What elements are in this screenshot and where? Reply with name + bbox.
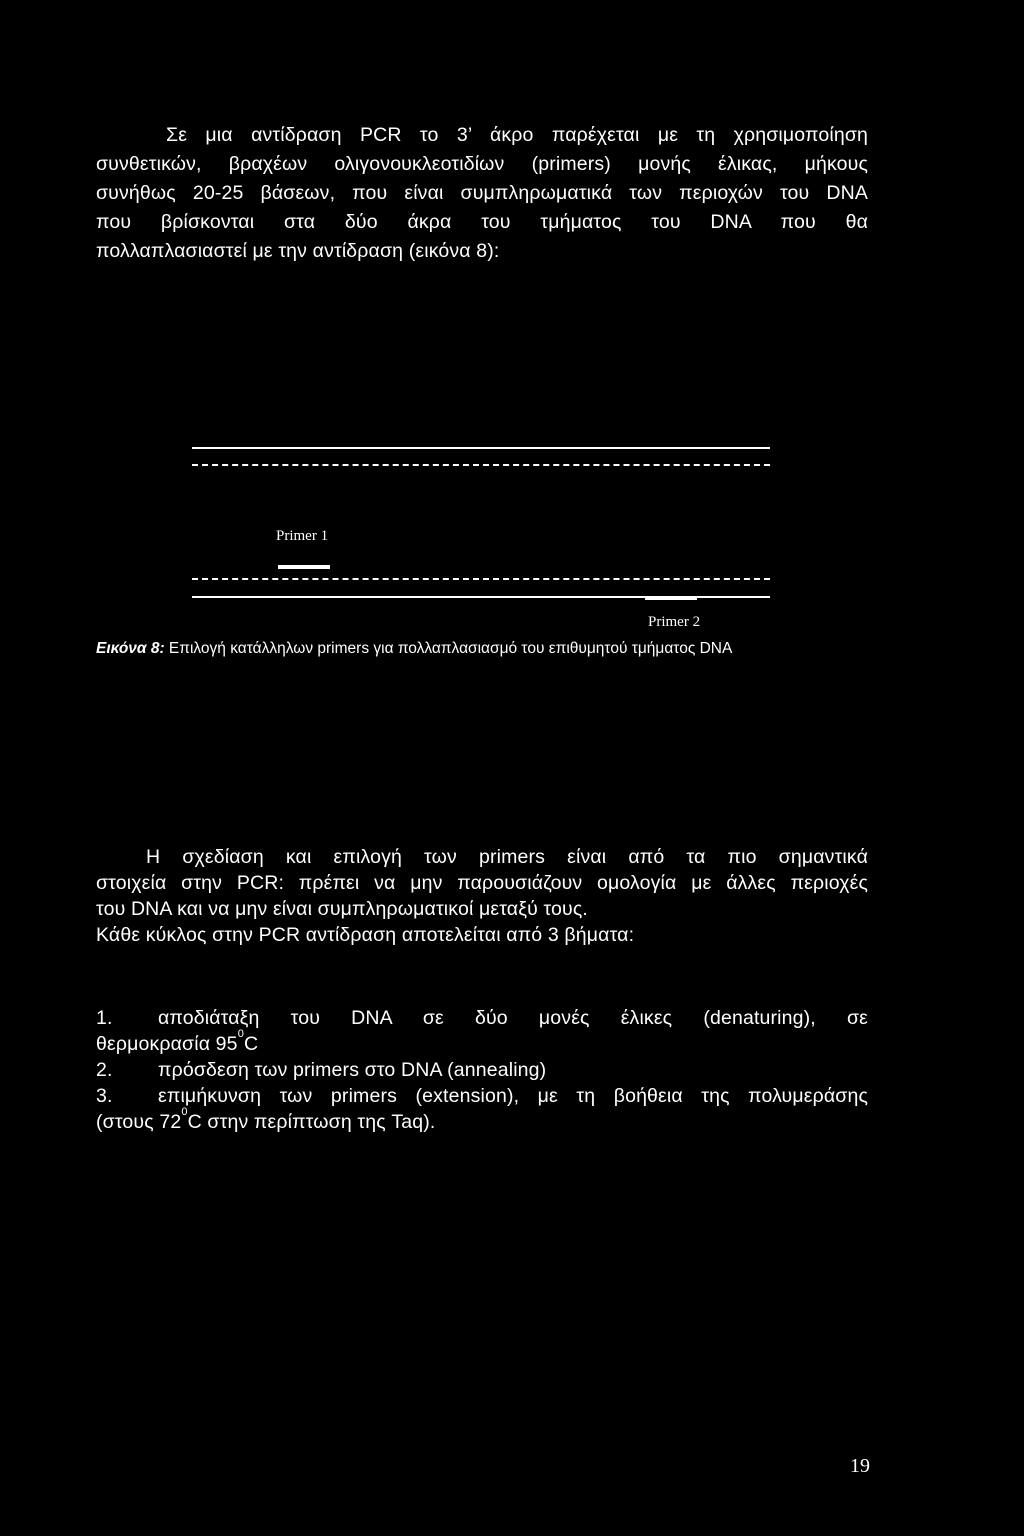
step-line [96,1057,868,1083]
dna-top-strand-complement [192,464,770,466]
step-line [96,1083,868,1109]
intro-line: Σε μια αντίδραση PCR το 3’ άκρο παρέχεται με τη χρησιμοποίηση [166,124,868,146]
primer-2-label: Primer 2 [648,614,701,630]
figure-caption-label: Εικόνα 8: [96,640,165,657]
design-line: του DNA και να μην είναι συμπληρωματικοί μεταξύ τους. [96,898,588,920]
step-item [96,1005,868,1057]
design-line: Κάθε κύκλος στην PCR αντίδραση αποτελείται από 3 βήματα: [96,924,635,946]
step-continuation: θερμοκρασία $95^0C$ [96,1027,259,1055]
intro-line: πολλαπλασιαστεί με την αντίδραση (εικόνα 8): [96,240,500,262]
step-text: πρόσδεση των primers στο DNA (annealing) [158,1059,547,1081]
page-number: 19 [850,1455,870,1477]
intro-paragraph [96,121,868,266]
primer-2-bar [645,596,697,600]
intro-line: συνήθως 20-25 βάσεων, που είναι συμπληρωματικά των περιοχών του DNA [96,182,868,204]
design-line: Η σχεδίαση και επιλογή των primers είναι από τα πιο σημαντικά [146,846,868,868]
step-line [96,1005,868,1031]
design-paragraph [96,844,868,948]
step-continuation: (στους $72^0C$ στην περίπτωση της Taq). [96,1105,436,1133]
dna-top-strand [192,447,770,449]
primer-1-bar [278,565,330,569]
step-number: 3. [96,1085,113,1107]
step-item [96,1057,868,1083]
steps-list [96,1005,868,1135]
figure-caption [96,640,732,658]
design-line: στοιχεία στην PCR: πρέπει να μην παρουσιάζουν ομολογία με άλλες περιοχές [96,872,868,894]
step-text: επιμήκυνση των primers (extension), με τη βοήθεια της πολυμεράσης [158,1085,868,1107]
dna-bottom-strand [192,578,770,580]
step-number: 2. [96,1059,113,1081]
step-text: αποδιάταξη του DNA σε δύο μονές έλικες (denaturing), σε [158,1007,868,1029]
intro-line: συνθετικών, βραχέων ολιγονουκλεοτιδίων (primers) μονής έλικας, μήκους [96,153,868,175]
primer-1-label: Primer 1 [276,528,329,544]
step-number: 1. [96,1007,113,1029]
figure-caption-text: Επιλογή κατάλληλων primers για πολλαπλασιασμό του επιθυμητού τμήματος DNA [164,640,733,657]
step-item [96,1083,868,1135]
intro-line: που βρίσκονται στα δύο άκρα του τμήματος του DNA που θα [96,211,868,233]
